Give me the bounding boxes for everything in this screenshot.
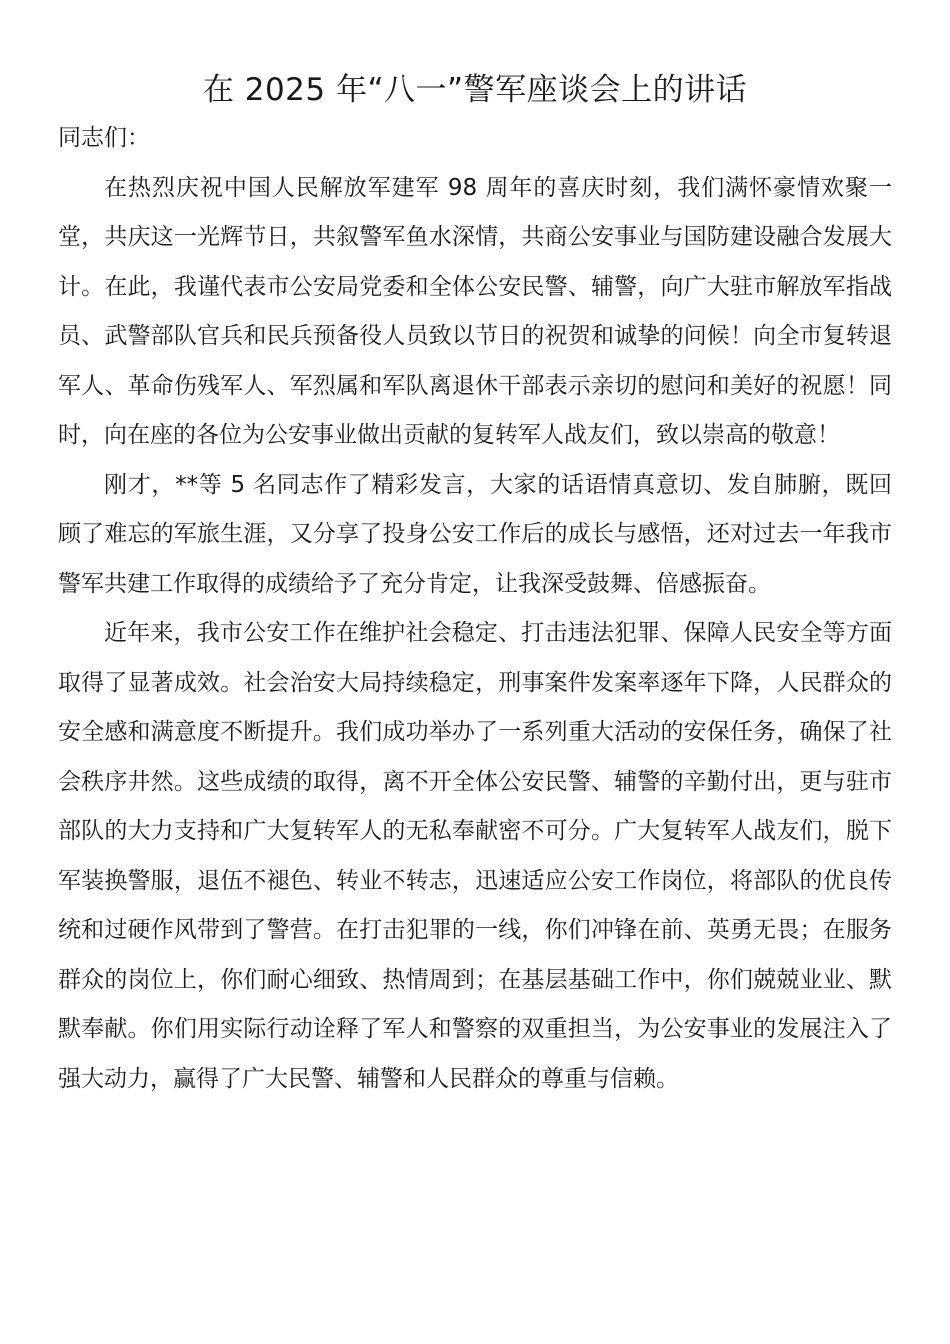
document-title: 在 2025 年“八一”警军座谈会上的讲话 — [202, 72, 748, 108]
salutation: 同志们： — [58, 125, 150, 151]
paragraph-2: 刚才，**等 5 名同志作了精彩发言，大家的话语情真意切、发自肺腑，既回顾了难忘的军旅生涯，又分享了投身公安工作后的成长与感悟，还对过去一年我市警军共建工作取得的成绩给予了充分肯定，让我深受鼓舞、倍感振奋。 — [58, 471, 892, 597]
paragraph-1: 在热烈庆祝中国人民解放军建军 98 周年的喜庆时刻，我们满怀豪情欢聚一堂，共庆这一光辉节日，共叙警军鱼水深情，共商公安事业与国防建设融合发展大计。在此，我谨代表市公安局党委和全体公安民警、辅警，向广大驻市解放军指战员、武警部队官兵和民兵预备役人员致以节日的祝贺和诚挚的问候！向全市复转退军人、革命伤残军人、军烈属和军队离退休干部表示亲切的慰问和美好的祝愿！同时，向在座的各位为公安事业做出贡献的复转军人战友们，致以崇高的敬意！ — [58, 174, 892, 448]
document-body — [58, 114, 892, 1104]
paragraph-3: 近年来，我市公安工作在维护社会稳定、打击违法犯罪、保障人民安全等方面取得了显著成效。社会治安大局持续稳定，刑事案件发案率逐年下降，人民群众的安全感和满意度不断提升。我们成功举办了一系列重大活动的安保任务，确保了社会秩序井然。这些成绩的取得，离不开全体公安民警、辅警的辛勤付出，更与驻市部队的大力支持和广大复转军人的无私奉献密不可分。广大复转军人战友们，脱下军装换警服，退伍不褪色、转业不转志，迅速适应公安工作岗位，将部队的优良传统和过硬作风带到了警营。在打击犯罪的一线，你们冲锋在前、英勇无畏；在服务群众的岗位上，你们耐心细致、热情周到；在基层基础工作中，你们兢兢业业、默默奉献。你们用实际行动诠释了军人和警察的双重担当，为公安事业的发展注入了强大动力，赢得了广大民警、辅警和人民群众的尊重与信赖。 — [58, 620, 892, 1092]
